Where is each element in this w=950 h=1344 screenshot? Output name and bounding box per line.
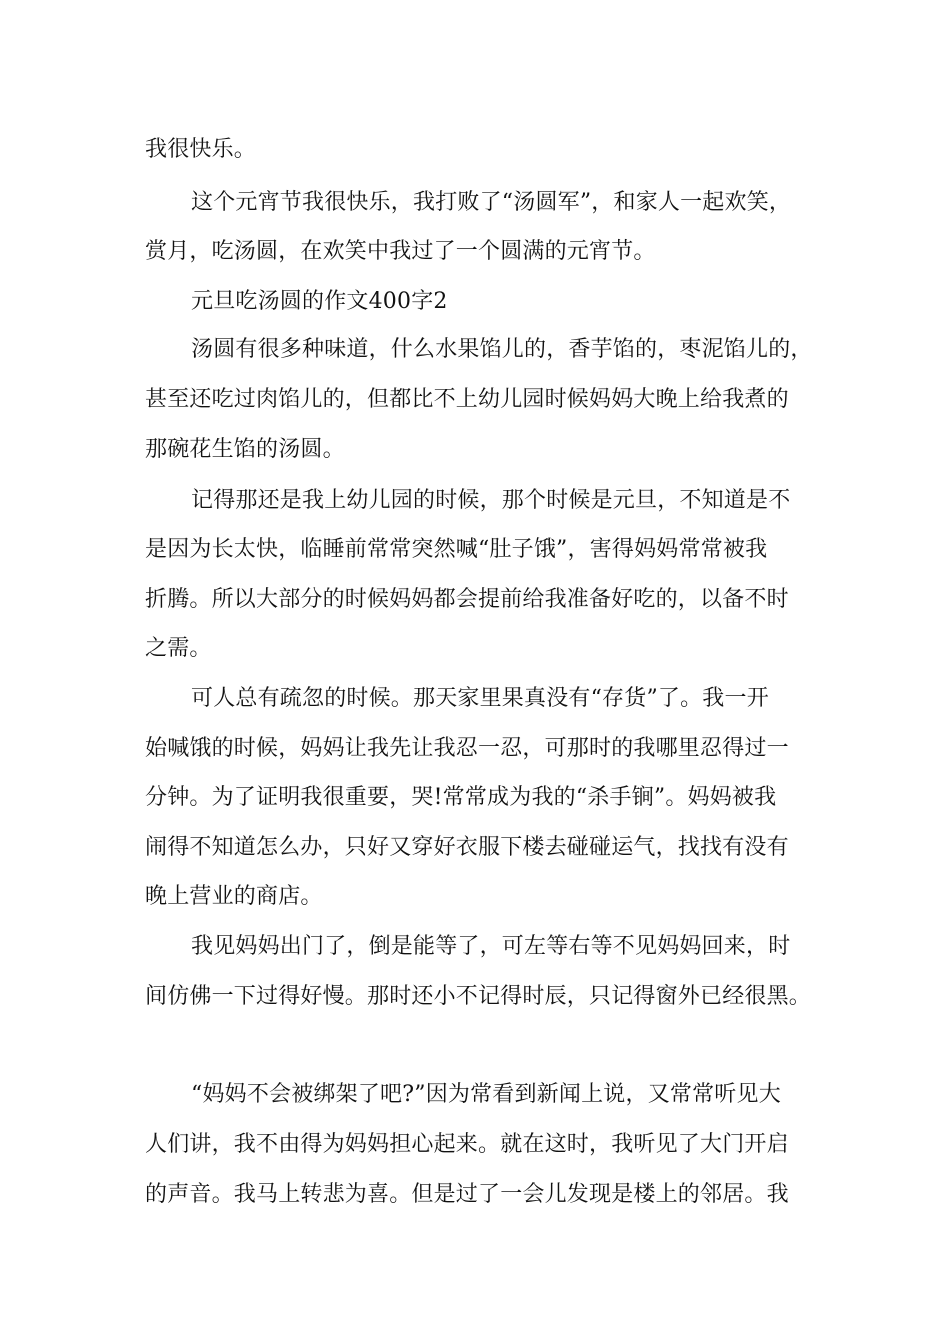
text-line: 我见妈妈出门了，倒是能等了，可左等右等不见妈妈回来，时 [191, 934, 791, 959]
text-line: 这个元宵节我很快乐，我打败了“汤圆军”，和家人一起欢笑， [191, 190, 792, 215]
text-line: 折腾。所以大部分的时候妈妈都会提前给我准备好吃的，以备不时 [145, 587, 789, 612]
text-line: 之需。 [145, 636, 212, 661]
text-line: 记得那还是我上幼儿园的时候，那个时候是元旦，不知道是不 [191, 488, 791, 513]
text-line: 是因为长太快，临睡前常常突然喊“肚子饿”，害得妈妈常常被我 [145, 537, 768, 562]
text-line: 间仿佛一下过得好慢。那时还小不记得时辰，只记得窗外已经很黑。 [145, 984, 812, 1009]
text-line: 甚至还吃过肉馅儿的，但都比不上幼儿园时候妈妈大晚上给我煮的 [145, 387, 789, 412]
text-line: 汤圆有很多种味道，什么水果馅儿的，香芋馅的，枣泥馅儿的， [191, 337, 813, 362]
text-line: 始喊饿的时候，妈妈让我先让我忍一忍，可那时的我哪里忍得过一 [145, 736, 789, 761]
text-line: 赏月，吃汤圆，在欢笑中我过了一个圆满的元宵节。 [145, 239, 656, 264]
text-line: 的声音。我马上转悲为喜。但是过了一会儿发现是楼上的邻居。我 [145, 1182, 789, 1207]
text-line: 可人总有疏忽的时候。那天家里果真没有“存货”了。我一开 [191, 686, 769, 711]
text-line: 我很快乐。 [145, 137, 257, 162]
text-line: 晚上营业的商店。 [145, 884, 323, 909]
section-heading: 元旦吃汤圆的作文400字2 [191, 289, 448, 314]
text-line: 人们讲，我不由得为妈妈担心起来。就在这时，我听见了大门开启 [145, 1132, 789, 1157]
text-line: 闹得不知道怎么办，只好又穿好衣服下楼去碰碰运气，找找有没有 [145, 835, 789, 860]
text-line: 分钟。为了证明我很重要，哭!常常成为我的“杀手锏”。妈妈被我 [145, 785, 777, 810]
text-line: “妈妈不会被绑架了吧?”因为常看到新闻上说，又常常听见大 [191, 1082, 781, 1107]
text-line: 那碗花生馅的汤圆。 [145, 437, 345, 462]
